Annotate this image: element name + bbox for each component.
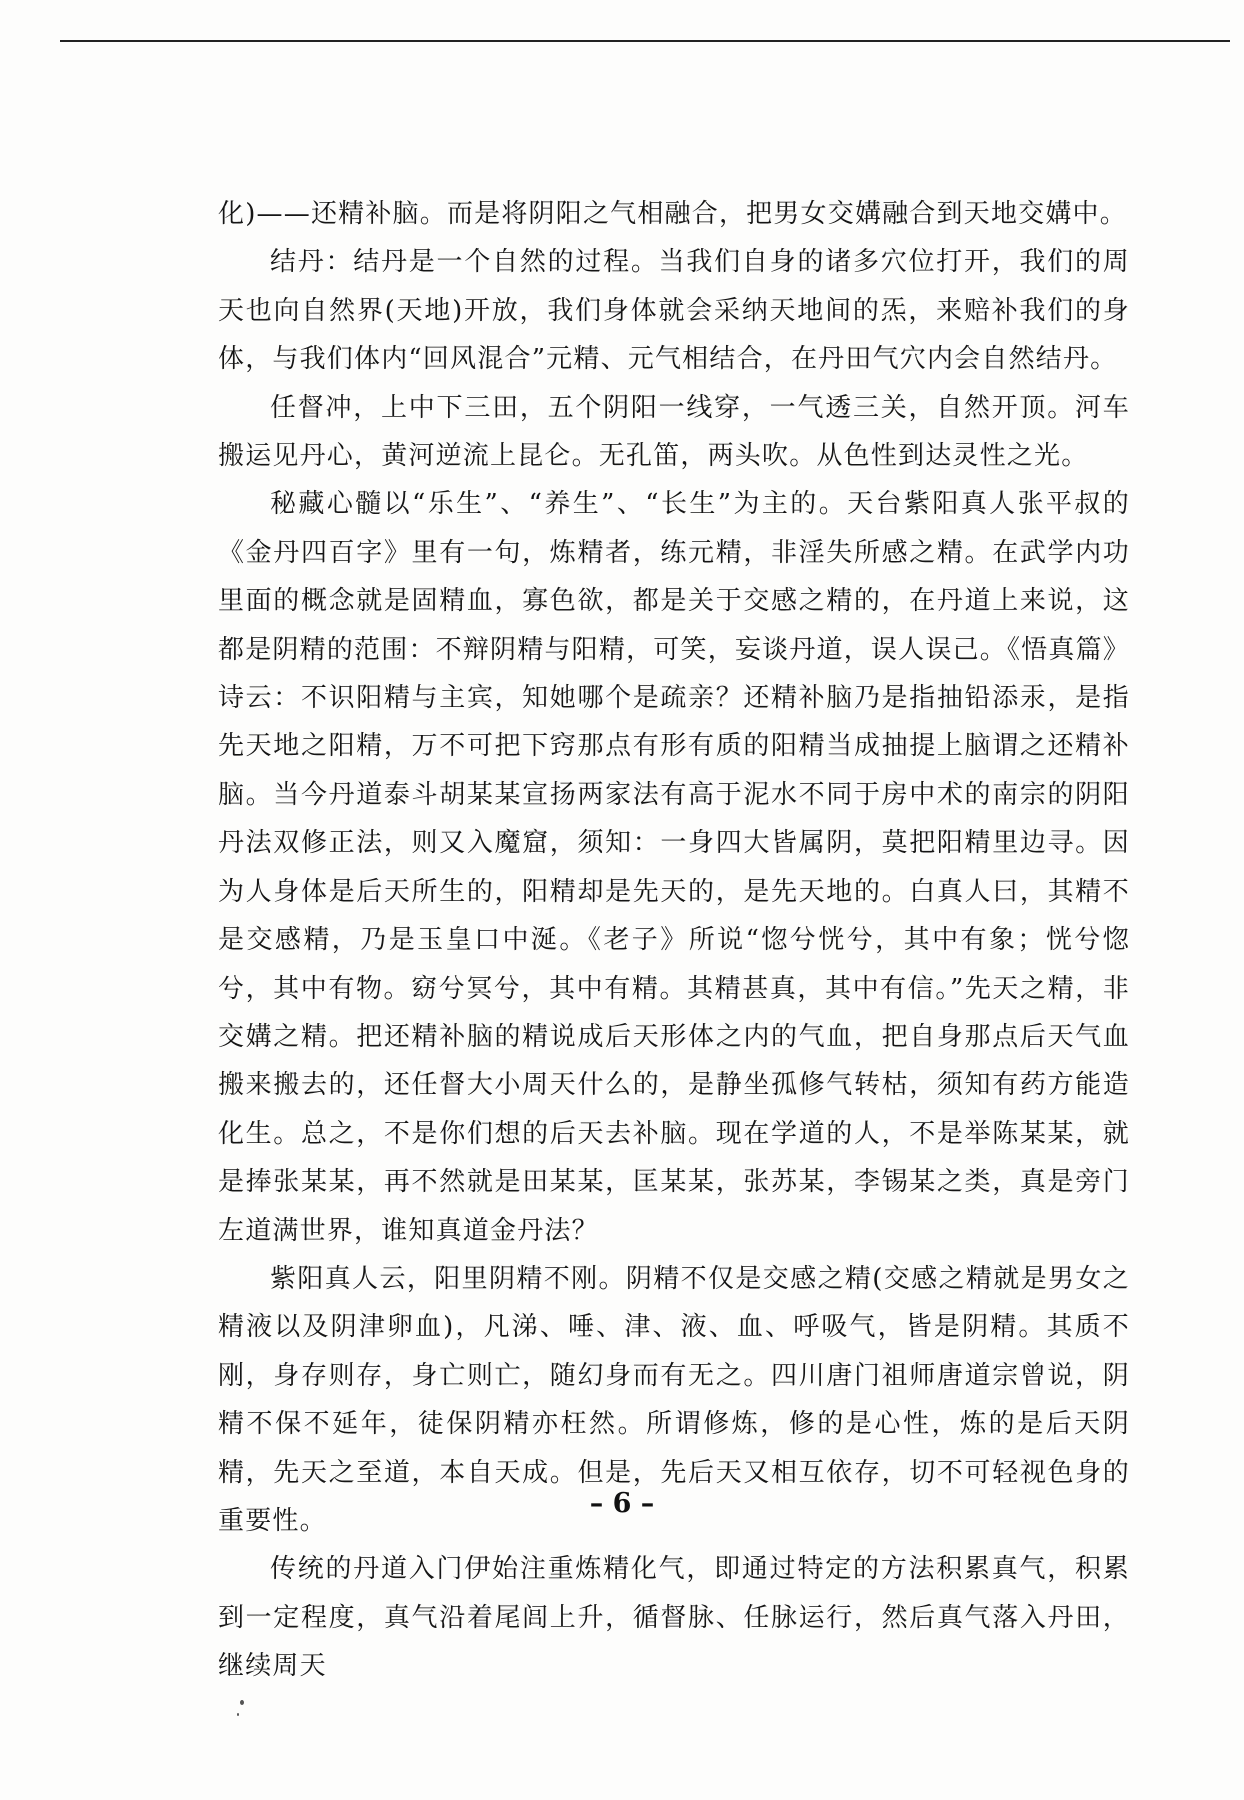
paragraph: 秘藏心髓以“乐生”、“养生”、“长生”为主的。天台紫阳真人张平叔的《金丹四百字》里有一句，炼精者，练元精，非淫失所感之精。在武学内功里面的概念就是固精血，寡色欲，都是关于交感之精的，在丹道上来说，这都是阴精的范围：不辩阴精与阳精，可笑，妄谈丹道，误人误己。《悟真篇》诗云：不识阳精与主宾，知她哪个是疏亲？还精补脑乃是指抽铅添汞，是指先天地之阳精，万不可把下窍那点有形有质的阳精当成抽提上脑谓之还精补脑。当今丹道泰斗胡某某宣扬两家法有高于泥水不同于房中术的南宗的阴阳丹法双修正法，则又入魔窟，须知：一身四大皆属阴，莫把阳精里边寻。因为人身体是后天所生的，阳精却是先天的，是先天地的。白真人曰，其精不是交感精，乃是玉皇口中涎。《老子》所说“惚兮恍兮，其中有象；恍兮惚兮，其中有物。窈兮冥兮，其中有精。其精甚真，其中有信。”先天之精，非交媾之精。把还精补脑的精说成后天形体之内的气血，把自身那点后天气血搬来搬去的，还任督大小周天什么的，是静坐孤修气转枯，须知有药方能造化生。总之，不是你们想的后天去补脑。现在学道的人，不是举陈某某，就是捧张某某，再不然就是田某某，匡某某，张苏某，李锡某之类，真是旁门左道满世界，谁知真道金丹法？ — [218, 489, 1130, 1246]
paragraph: 结丹：结丹是一个自然的过程。当我们自身的诸多穴位打开，我们的周天也向自然界(天地)开放，我们身体就会采纳天地间的炁，来赔补我们的身体，与我们体内“回风混合”元精、元气相结合，在丹田气穴内会自然结丹。 — [218, 247, 1130, 375]
body-text — [218, 190, 1130, 1691]
paragraph: 紫阳真人云，阳里阴精不刚。阴精不仅是交感之精(交感之精就是男女之精液以及阴津卵血)，凡涕、唾、津、液、血、呼吸气，皆是阴精。其质不刚，身存则存，身亡则亡，随幻身而有无之。四川唐门祖师唐道宗曾说，阴精不保不延年，徒保阴精亦枉然。所谓修炼，修的是心性，炼的是后天阴精，先天之至道，本自天成。但是，先后天又相互依存，切不可轻视色身的重要性。 — [218, 1263, 1130, 1536]
page-number: – 6 – — [589, 1488, 655, 1519]
header-rule — [60, 40, 1230, 42]
paragraph: 任督冲，上中下三田，五个阴阳一线穿，一气透三关，自然开顶。河车搬运见丹心，黄河逆流上昆仑。无孔笛，两头吹。从色性到达灵性之光。 — [218, 392, 1130, 472]
scan-speck — [237, 1713, 239, 1716]
scan-speck — [240, 1700, 244, 1705]
paragraph: 化)——还精补脑。而是将阴阳之气相融合，把男女交媾融合到天地交媾中。 — [218, 199, 1127, 229]
paragraph: 传统的丹道入门伊始注重炼精化气，即通过特定的方法积累真气，积累到一定程度，真气沿着尾闾上升，循督脉、任脉运行，然后真气落入丹田，继续周天 — [218, 1554, 1130, 1682]
